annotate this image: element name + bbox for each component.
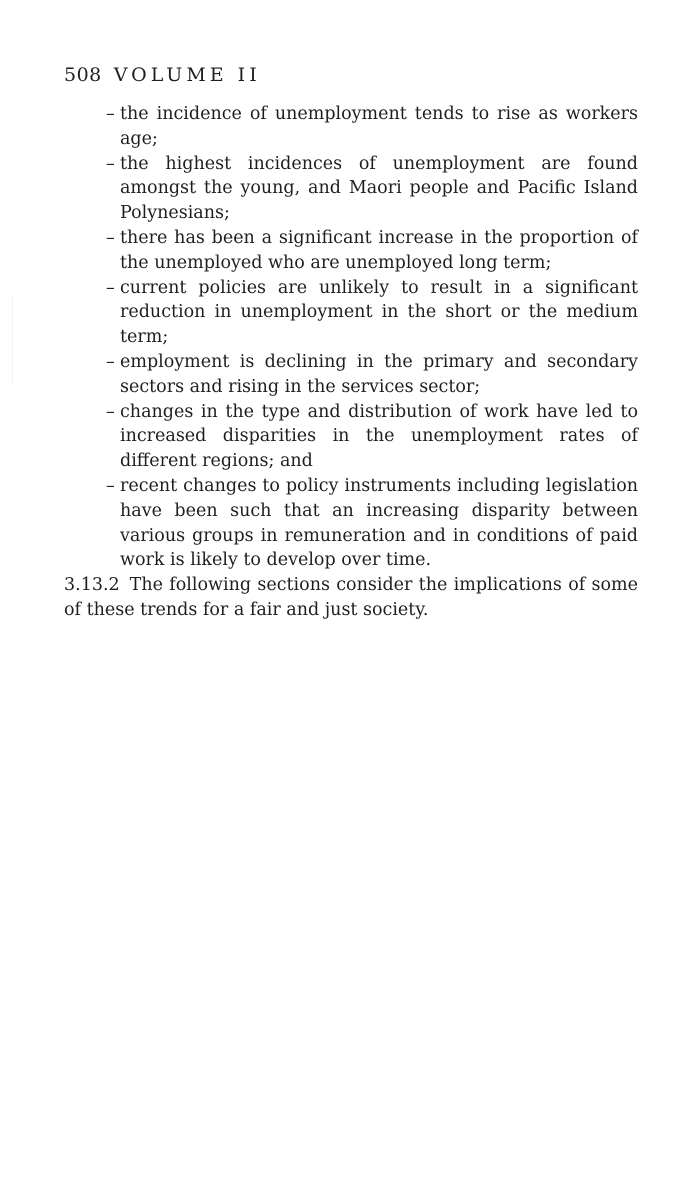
bullet-dash: – xyxy=(106,401,115,422)
running-head xyxy=(64,62,638,88)
list-item xyxy=(106,350,638,400)
list-item xyxy=(106,474,638,573)
paragraph-text: The following sections consider the implications of some of these trends for a fair and just society. xyxy=(64,575,638,620)
list-item xyxy=(106,102,638,152)
bullet-dash: – xyxy=(106,351,115,372)
list-item xyxy=(106,152,638,226)
bullet-list xyxy=(106,102,638,573)
bullet-dash: – xyxy=(106,227,115,248)
paragraph-number: 3.13.2 xyxy=(64,575,120,596)
list-item xyxy=(106,226,638,276)
paragraph xyxy=(64,573,638,623)
bullet-dash: – xyxy=(106,153,115,174)
margin-scan-mark xyxy=(12,295,13,385)
list-item-text: the highest incidences of unemployment are found amongst the young, and Maori people and Pacific Island Polynesians; xyxy=(120,153,638,224)
list-item-text: the incidence of unemployment tends to rise as workers age; xyxy=(120,104,638,149)
list-item-text: employment is declining in the primary and secondary sectors and rising in the services sector; xyxy=(120,351,638,397)
page-number: 508 xyxy=(64,64,102,86)
list-item-text: current policies are unlikely to result in a significant reduction in unemployment in the short or the medium term; xyxy=(120,277,638,348)
list-item-text: changes in the type and distribution of work have led to increased disparities in the unemployment rates of different regions; and xyxy=(120,401,638,472)
list-item-text: there has been a significant increase in the proportion of the unemployed who are unemployed long term; xyxy=(120,227,638,273)
list-item xyxy=(106,400,638,474)
bullet-dash: – xyxy=(106,475,115,496)
list-item xyxy=(106,276,638,350)
bullet-dash: – xyxy=(106,277,115,298)
document-page xyxy=(64,62,638,623)
list-item-text: recent changes to policy instruments including legislation have been such that an increasing disparity between various groups in remuneration and in conditions of paid work is likely to develop over time. xyxy=(120,475,638,571)
volume-label: VOLUME II xyxy=(113,64,261,86)
bullet-dash: – xyxy=(106,104,115,124)
